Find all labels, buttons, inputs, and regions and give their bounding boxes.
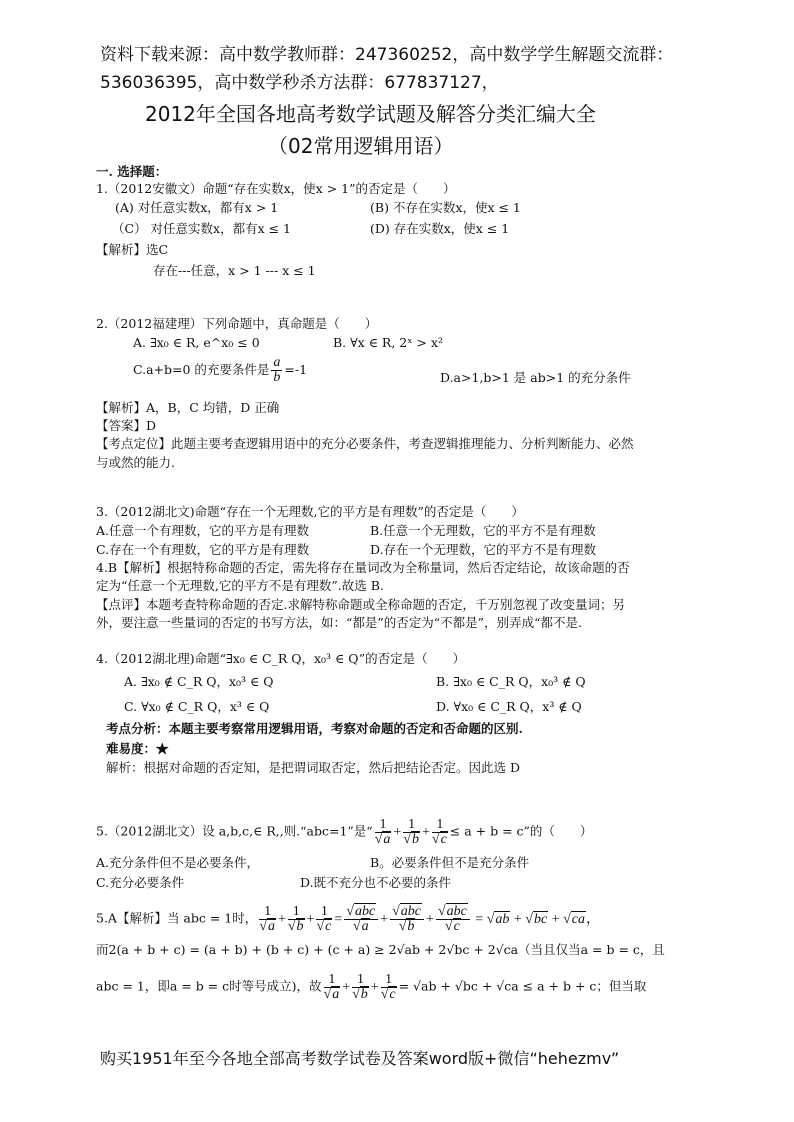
q2-keypoint-2: 与或然的能力. xyxy=(96,455,175,470)
q1-solution-detail: 存在---任意，x > 1 --- x ≤ 1 xyxy=(153,263,316,278)
source-line-1: 资料下载来源：高中数学教师群：247360252，高中数学学生解题交流群： xyxy=(100,45,674,65)
q4-stem: 4.（2012湖北理)命题“∃x₀ ∈ C_R Q，x₀³ ∈ Q”的否定是（ ） xyxy=(96,651,466,666)
q4-option-b: B. ∃x₀ ∈ C_R Q，x₀³ ∉ Q xyxy=(436,674,586,689)
q2-option-c-text: C.a+b=0 的充要条件是 xyxy=(133,362,270,377)
q5-solution-line-2: 而2(a + b + c) = (a + b) + (b + c) + (c + a) ≥ 2√ab + 2√bc + 2√ca（当且仅当a = b = c，且 xyxy=(96,942,665,957)
q5-stem-tail: ≤ a + b = c”的（ ） xyxy=(449,823,593,839)
q5-solution-expression: $\frac{1}{√a}$ + $\frac{1}{√b}$ + $\frac{1}{√c}$ = $\frac{\text{√abc}}{√a}$ + $\frac{\text{√abc}}{√b}$ + $\frac{\text{√abc}}{√c}$ = √ab + √bc + √ca， xyxy=(259,904,601,934)
q3-option-a: A.任意一个有理数，它的平方是有理数 xyxy=(96,523,310,538)
q5-option-d: D.既不充分也不必要的条件 xyxy=(300,875,452,890)
source-line-2: 536036395，高中数学秒杀方法群：677837127， xyxy=(100,73,499,93)
q2-option-b: B. ∀x ∈ R, 2ˣ > x² xyxy=(333,335,444,350)
q2-option-c-tail: =-1 xyxy=(284,362,308,377)
q5-solution-line-3-tail: = √ab + √bc + √ca ≤ a + b + c；但当取 xyxy=(398,978,647,994)
q3-solution-2: 定为“任意一个无理数,它的平方不是有理数”.故选 B. xyxy=(96,578,384,593)
q1-option-c: （C） 对任意实数x，都有x ≤ 1 xyxy=(112,221,292,236)
footer-note: 购买1951年至今各地全部高考数学试卷及答案word版+微信“hehezmv” xyxy=(100,1049,620,1068)
q5-stem-expression: $\frac{1}{√a}$ + $\frac{1}{√b}$ + $\frac{1}{√c}$ xyxy=(374,817,447,847)
q4-solution: 解析：根据对命题的否定知，是把谓词取否定，然后把结论否定。因此选 D xyxy=(106,760,520,775)
q5-option-a: A.充分条件但不是必要条件， xyxy=(96,855,260,870)
q5-solution-line-3-prefix: abc = 1，即a = b = c时等号成立)，故 xyxy=(96,978,322,994)
q5-solution-line-1 xyxy=(96,905,600,934)
q4-option-c: C. ∀x₀ ∉ C_R Q，x³ ∈ Q xyxy=(124,699,270,714)
q1-option-a: (A) 对任意实数x，都有x > 1 xyxy=(115,200,279,215)
q3-solution-1: 4.B【解析】根据特称命题的否定，需先将存在量词改为全称量词，然后否定结论，故该命题的否 xyxy=(96,560,630,575)
q2-keypoint-1: 【考点定位】此题主要考查逻辑用语中的充分必要条件，考查逻辑推理能力、分析判断能力、必然 xyxy=(96,436,634,451)
q5-stem-text: 5.（2012湖北文）设 a,b,c,∈ R,,则.“abc=1”是“ xyxy=(96,823,373,839)
section-heading: 一. 选择题： xyxy=(96,164,168,179)
q3-comment-1: 【点评】本题考查特称命题的否定.求解特称命题或全称命题的否定，千万别忽视了改变量词；另 xyxy=(96,597,625,612)
q3-option-c: C.存在一个有理数，它的平方是有理数 xyxy=(96,542,310,557)
q2-solution: 【解析】A，B，C 均错，D 正确 xyxy=(96,400,280,415)
q1-option-b: (B) 不存在实数x，使x ≤ 1 xyxy=(370,200,521,215)
q5-stem xyxy=(96,818,592,847)
q5-solution-line-3-expression: $\frac{1}{√a}$ + $\frac{1}{√b}$ + $\frac{1}{√c}$ xyxy=(323,972,396,1002)
q2-answer: 【答案】D xyxy=(96,418,157,433)
fraction-denominator: b xyxy=(273,370,281,385)
q5-option-b: B。必要条件但不是充分条件 xyxy=(370,855,530,870)
q2-option-a: A. ∃x₀ ∈ R, e^x₀ ≤ 0 xyxy=(133,335,260,350)
doc-title: 2012年全国各地高考数学试题及解答分类汇编大全 xyxy=(145,102,596,126)
q5-option-c: C.充分必要条件 xyxy=(96,875,185,890)
q2-option-c xyxy=(133,356,307,385)
q5-solution-line-3 xyxy=(96,973,646,1002)
q3-option-d: D.存在一个无理数，它的平方不是有理数 xyxy=(370,542,597,557)
q4-keypoint: 考点分析：本题主要考察常用逻辑用语，考察对命题的否定和否命题的区别. xyxy=(106,721,523,736)
doc-subtitle: （02常用逻辑用语） xyxy=(268,134,454,158)
q3-stem: 3.（2012湖北文)命题“存在一个无理数,它的平方是有理数”的否定是（ ） xyxy=(96,504,524,519)
q5-solution-prefix: 5.A【解析】当 abc = 1时， xyxy=(96,910,258,926)
q4-difficulty: 难易度：★ xyxy=(106,741,169,756)
fraction-numerator: a xyxy=(273,355,281,370)
q1-solution: 【解析】选C xyxy=(96,242,169,257)
q2-option-c-fraction xyxy=(271,356,282,385)
q2-stem: 2.（2012福建理）下列命题中，真命题是（ ） xyxy=(96,316,378,331)
q3-comment-2: 外，要注意一些量词的否定的书写方法，如：“都是”的否定为“不都是”，别弄成“都不是. xyxy=(96,615,582,630)
q4-option-a: A. ∃x₀ ∉ C_R Q，x₀³ ∈ Q xyxy=(124,674,274,689)
q3-option-b: B.任意一个无理数，它的平方不是有理数 xyxy=(370,523,596,538)
q4-option-d: D. ∀x₀ ∈ C_R Q，x³ ∉ Q xyxy=(436,699,582,714)
q2-option-d: D.a>1,b>1 是 ab>1 的充分条件 xyxy=(440,370,631,385)
q1-stem: 1.（2012安徽文）命题“存在实数x，使x > 1”的否定是（ ） xyxy=(96,181,456,196)
q1-option-d: (D) 存在实数x，使x ≤ 1 xyxy=(370,221,510,236)
